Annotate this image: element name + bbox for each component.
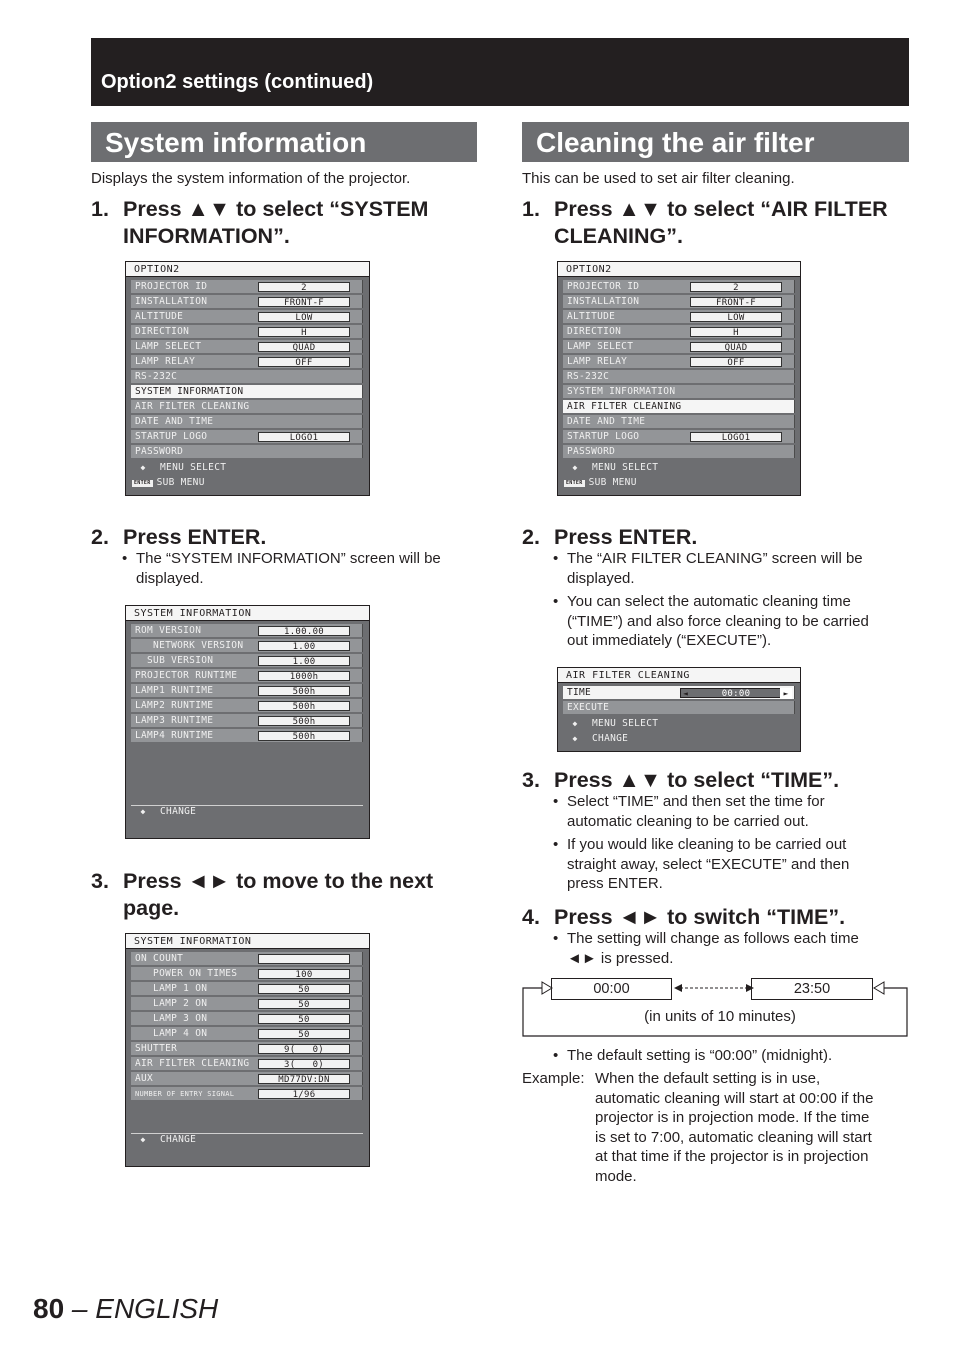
osd-hint-change: ◆ CHANGE	[132, 1134, 196, 1145]
menu-row-label: LAMP 3 ON	[135, 1013, 208, 1024]
menu-row-value: LOGO1	[690, 432, 782, 442]
menu-row[interactable]	[563, 400, 795, 413]
right-step-3-bullet-2: • If you would like cleaning to be carried out straight away, select “EXECUTE” and then press ENTER.	[553, 836, 850, 892]
left-arrow-icon: ◄	[683, 689, 689, 698]
menu-row-label: LAMP SELECT	[135, 341, 202, 352]
menu-row-value: 2	[690, 282, 782, 292]
left-right-arrow-icon: ◆	[140, 1135, 146, 1144]
left-step-1	[91, 196, 481, 250]
menu-row-label: NETWORK VERSION	[135, 640, 244, 651]
menu-row-value: 3( 0)	[258, 1059, 350, 1069]
menu-row-value: H	[690, 327, 782, 337]
menu-row-value: 50	[258, 999, 350, 1009]
menu-row-value: OFF	[690, 357, 782, 367]
menu-row-value: 9( 0)	[258, 1044, 350, 1054]
menu-row-value: 1/96	[258, 1089, 350, 1099]
time-value[interactable]: ◄ 00:00 ►	[680, 688, 792, 698]
menu-row-label: RS-232C	[567, 371, 610, 382]
step-number: 2.	[91, 525, 109, 549]
menu-row-value: 50	[258, 1029, 350, 1039]
enter-key-icon: ENTER	[566, 480, 583, 486]
menu-row-label: DIRECTION	[567, 326, 622, 337]
right-step-4-bullet: • The setting will change as follows each time ◄► is pressed.	[553, 930, 859, 967]
section-header: Option2 settings (continued)	[101, 71, 374, 93]
osd-hint-sub-menu: ENTER SUB MENU	[134, 477, 205, 488]
menu-row-label: LAMP 2 ON	[135, 998, 208, 1009]
menu-row-value: 50	[258, 1014, 350, 1024]
menu-row[interactable]	[131, 1012, 363, 1025]
menu-row-label: LAMP4 RUNTIME	[135, 730, 214, 741]
menu-row[interactable]	[131, 967, 363, 980]
menu-row-label: LAMP2 RUNTIME	[135, 700, 214, 711]
menu-row[interactable]	[131, 624, 363, 637]
menu-row-label: PROJECTOR RUNTIME	[135, 670, 238, 681]
menu-row[interactable]	[131, 280, 363, 293]
menu-row-value: LOW	[690, 312, 782, 322]
osd-title: AIR FILTER CLEANING	[558, 668, 800, 683]
step-text: Press ENTER.	[123, 525, 267, 549]
left-step-2	[91, 524, 481, 551]
menu-row-value: FRONT-F	[690, 297, 782, 307]
menu-row[interactable]	[563, 445, 795, 458]
option2-menu-right	[557, 261, 801, 496]
section-header-bar	[91, 38, 909, 106]
menu-row-label: ALTITUDE	[135, 311, 184, 322]
right-step-3-bullet-1: • Select “TIME” and then set the time for automatic cleaning to be carried out.	[553, 793, 825, 830]
menu-row[interactable]	[563, 430, 795, 443]
time-row[interactable]: TIME ◄ 00:00 ►	[563, 686, 795, 699]
menu-row[interactable]	[563, 415, 795, 428]
menu-row[interactable]	[131, 340, 363, 353]
language-label: – ENGLISH	[64, 1293, 219, 1324]
left-step-2-bullet: • The “SYSTEM INFORMATION” screen will be displayed.	[122, 550, 441, 587]
menu-row-value: LOGO1	[258, 432, 350, 442]
menu-row-label: LAMP 1 ON	[135, 983, 208, 994]
right-section-title: Cleaning the air filter	[522, 122, 909, 162]
menu-row[interactable]	[131, 654, 363, 667]
execute-row[interactable]: EXECUTE	[563, 701, 795, 714]
menu-row-label: SYSTEM INFORMATION	[567, 386, 676, 397]
menu-row[interactable]	[563, 325, 795, 338]
example-block: Example: When the default setting is in use, automatic cleaning will start at 00:00 if the projector is in projection mode. If the time is set to 7:00, automatic cleaning will start at that time if the projector is in projection mode.	[522, 1070, 874, 1185]
menu-row[interactable]	[131, 669, 363, 682]
menu-row[interactable]	[131, 952, 363, 965]
menu-row[interactable]	[131, 385, 363, 398]
menu-row[interactable]	[131, 982, 363, 995]
menu-row[interactable]	[131, 729, 363, 742]
menu-row[interactable]	[131, 370, 363, 383]
menu-row-label: PROJECTOR ID	[135, 281, 208, 292]
menu-row-label: STARTUP LOGO	[567, 431, 640, 442]
left-intro: Displays the system information of the projector.	[91, 170, 411, 187]
menu-row-value: 1.00	[258, 656, 350, 666]
osd-title: SYSTEM INFORMATION	[126, 606, 369, 621]
menu-row[interactable]	[131, 415, 363, 428]
left-right-arrow-icon: ◆	[572, 734, 578, 743]
menu-row-label: LAMP 4 ON	[135, 1028, 208, 1039]
menu-row[interactable]	[563, 385, 795, 398]
osd-title: OPTION2	[558, 262, 800, 277]
osd-hint-change: ◆ CHANGE	[132, 806, 196, 817]
menu-row-value: MD77DV:DN	[258, 1074, 350, 1084]
menu-row[interactable]	[131, 400, 363, 413]
menu-row[interactable]	[131, 1087, 363, 1100]
step-text-line2: INFORMATION”.	[123, 224, 290, 248]
left-step-3: 3. Press ◄► to move to the next page.	[91, 869, 434, 920]
right-intro: This can be used to set air filter cleaning.	[522, 170, 795, 187]
menu-row-label: AIR FILTER CLEANING	[567, 401, 682, 412]
page-footer	[33, 1293, 218, 1325]
menu-row[interactable]	[131, 310, 363, 323]
menu-row-label: AIR FILTER CLEANING	[135, 401, 250, 412]
menu-row-label: RS-232C	[135, 371, 178, 382]
menu-row[interactable]	[131, 430, 363, 443]
osd-hint-menu-select: ◆ MENU SELECT	[132, 462, 226, 473]
menu-row-label: DATE AND TIME	[135, 416, 214, 427]
menu-row-label: AIR FILTER CLEANING	[135, 1058, 250, 1069]
menu-row-label: AUX	[135, 1073, 154, 1084]
right-step-2-bullet-2: • You can select the automatic cleaning time (“TIME”) and also force cleaning to be carried out immediately (“EXECUTE”).	[553, 593, 869, 649]
menu-row-label: INSTALLATION	[135, 296, 208, 307]
option2-menu-left	[125, 261, 370, 496]
step-number: 1.	[91, 197, 109, 221]
osd-hint-menu-select: ◆ MENU SELECT	[564, 462, 658, 473]
menu-row-label: LAMP RELAY	[135, 356, 196, 367]
menu-row-value: 500h	[258, 731, 350, 741]
menu-row-value: 500h	[258, 701, 350, 711]
menu-row-label: ALTITUDE	[567, 311, 616, 322]
menu-row[interactable]	[563, 340, 795, 353]
right-step-2-bullet-1: • The “AIR FILTER CLEANING” screen will be displayed.	[553, 550, 863, 587]
menu-row-value: FRONT-F	[258, 297, 350, 307]
menu-row-label: SUB VERSION	[135, 655, 214, 666]
menu-row-value: 100	[258, 969, 350, 979]
menu-row[interactable]	[131, 325, 363, 338]
menu-row[interactable]	[563, 310, 795, 323]
right-step-3: 3. Press ▲▼ to select “TIME”.	[522, 768, 840, 792]
time-end-box: 23:50	[751, 978, 873, 1000]
osd-title: SYSTEM INFORMATION	[126, 934, 369, 949]
menu-row-label: LAMP3 RUNTIME	[135, 715, 214, 726]
osd-title: OPTION2	[126, 262, 369, 277]
menu-row-label: PASSWORD	[567, 446, 616, 457]
menu-row[interactable]	[131, 639, 363, 652]
osd-hint-sub-menu: ENTER SUB MENU	[566, 477, 637, 488]
menu-row[interactable]	[131, 295, 363, 308]
enter-key-icon: ENTER	[134, 480, 151, 486]
menu-row-label: ON COUNT	[135, 953, 184, 964]
menu-row[interactable]	[563, 355, 795, 368]
menu-row-label: LAMP SELECT	[567, 341, 634, 352]
menu-row-label: DATE AND TIME	[567, 416, 646, 427]
menu-row-value: QUAD	[258, 342, 350, 352]
menu-row-value: 1.00	[258, 641, 350, 651]
osd-hint-change: ◆ CHANGE	[564, 733, 628, 744]
left-section-title: System information	[91, 122, 477, 162]
air-filter-cleaning-screen	[557, 667, 801, 752]
up-down-arrow-icon: ◆	[572, 719, 578, 728]
step-text-line1: Press ▲▼ to select “SYSTEM	[123, 197, 429, 221]
up-down-arrow-icon: ◆	[140, 463, 146, 472]
units-note: (in units of 10 minutes)	[644, 1008, 796, 1025]
time-start-box: 00:00	[551, 978, 672, 1000]
menu-row-label: INSTALLATION	[567, 296, 640, 307]
menu-row[interactable]	[131, 997, 363, 1010]
menu-row-label: LAMP RELAY	[567, 356, 628, 367]
menu-row-label: LAMP1 RUNTIME	[135, 685, 214, 696]
menu-row-value: H	[258, 327, 350, 337]
menu-row-value: 1.00.00	[258, 626, 350, 636]
menu-row-value: 50	[258, 984, 350, 994]
default-note: • The default setting is “00:00” (midnight).	[553, 1047, 833, 1064]
time-cycle-diagram	[522, 977, 909, 1039]
menu-row-value: 2	[258, 282, 350, 292]
menu-row-label: DIRECTION	[135, 326, 190, 337]
menu-row-label: PROJECTOR ID	[567, 281, 640, 292]
menu-row-label: SYSTEM INFORMATION	[135, 386, 244, 397]
right-step-4: 4. Press ◄► to switch “TIME”.	[522, 905, 846, 929]
menu-row-label: STARTUP LOGO	[135, 431, 208, 442]
right-arrow-icon: ►	[780, 688, 792, 699]
menu-row-value: 500h	[258, 686, 350, 696]
menu-row-label: PASSWORD	[135, 446, 184, 457]
system-info-screen-1	[125, 605, 370, 839]
system-info-screen-2	[125, 933, 370, 1167]
menu-row[interactable]	[131, 445, 363, 458]
up-down-arrow-icon: ◆	[572, 463, 578, 472]
menu-row[interactable]	[131, 1027, 363, 1040]
left-right-arrow-icon: ◆	[140, 807, 146, 816]
example-label: Example:	[522, 1070, 585, 1087]
menu-row-label: SHUTTER	[135, 1043, 178, 1054]
menu-row[interactable]	[131, 1057, 363, 1070]
menu-row-value: LOW	[258, 312, 350, 322]
osd-hint-menu-select: ◆ MENU SELECT	[564, 718, 658, 729]
menu-row-value	[258, 954, 350, 964]
menu-row[interactable]	[563, 295, 795, 308]
menu-row[interactable]	[563, 280, 795, 293]
menu-row-label: ROM VERSION	[135, 625, 202, 636]
menu-row-value: 500h	[258, 716, 350, 726]
menu-row-value: 1000h	[258, 671, 350, 681]
menu-row-label: POWER ON TIMES	[135, 968, 238, 979]
right-step-1: 1. Press ▲▼ to select “AIR FILTER CLEANING”.	[522, 197, 888, 248]
menu-row[interactable]	[131, 684, 363, 697]
right-step-2: 2. Press ENTER.	[522, 525, 698, 549]
menu-row-label: NUMBER OF ENTRY SIGNAL	[135, 1090, 235, 1098]
menu-row-value: QUAD	[690, 342, 782, 352]
menu-row[interactable]	[131, 699, 363, 712]
menu-row[interactable]	[131, 714, 363, 727]
page-number: 80	[33, 1293, 65, 1324]
menu-row[interactable]	[131, 1072, 363, 1085]
menu-row[interactable]	[131, 355, 363, 368]
menu-row[interactable]	[563, 370, 795, 383]
menu-row[interactable]	[131, 1042, 363, 1055]
menu-row-value: OFF	[258, 357, 350, 367]
